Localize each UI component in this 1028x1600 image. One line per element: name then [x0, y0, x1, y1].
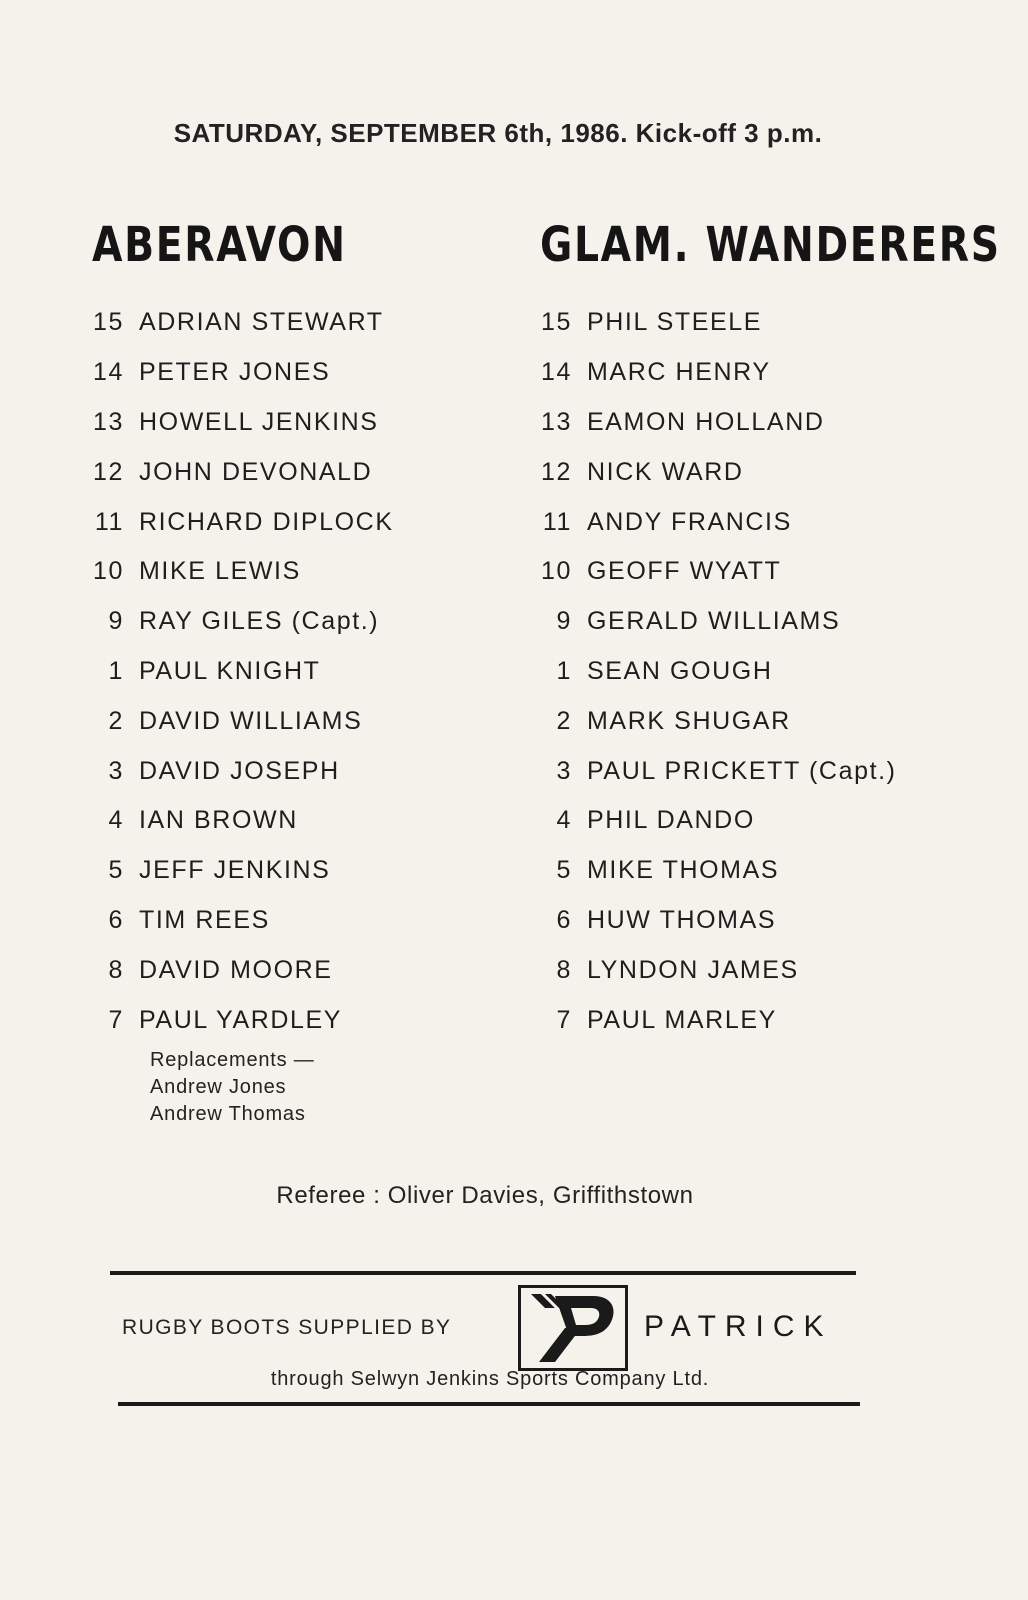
- player-name: RAY GILES (Capt.): [139, 607, 380, 636]
- player-name: JEFF JENKINS: [139, 856, 331, 885]
- player-number: 4: [556, 806, 572, 835]
- sponsor-brand: PATRICK: [644, 1310, 833, 1343]
- player-number: 14: [540, 358, 572, 387]
- home-team-name: ABERAVON: [92, 217, 347, 273]
- player-name: DAVID JOSEPH: [139, 756, 340, 785]
- player-row: [92, 945, 403, 995]
- player-number: 6: [556, 905, 572, 934]
- player-name: RICHARD DIPLOCK: [139, 507, 394, 536]
- player-name: NICK WARD: [587, 457, 744, 486]
- player-row: [540, 298, 1028, 348]
- player-number: 1: [108, 656, 124, 685]
- player-number: 8: [108, 955, 124, 984]
- referee-line: Referee : Oliver Davies, Griffithstown: [276, 1182, 694, 1209]
- player-number: 2: [108, 706, 124, 735]
- player-name: PAUL MARLEY: [587, 1005, 777, 1034]
- player-row: [92, 696, 403, 746]
- player-row: [92, 447, 403, 497]
- player-number: 15: [92, 308, 124, 337]
- player-number: 14: [92, 358, 124, 387]
- player-name: PAUL YARDLEY: [139, 1005, 343, 1034]
- player-name: MIKE LEWIS: [139, 557, 301, 586]
- replacements-heading: Replacements —: [150, 1049, 315, 1071]
- player-name: EAMON HOLLAND: [587, 407, 825, 436]
- player-row: [540, 398, 1028, 448]
- player-name: PAUL PRICKETT (Capt.): [587, 756, 897, 785]
- player-number: 13: [540, 407, 572, 436]
- player-row: [92, 896, 403, 946]
- player-name: DAVID WILLIAMS: [139, 706, 363, 735]
- player-name: HUW THOMAS: [587, 905, 777, 934]
- player-row: [540, 746, 1028, 796]
- player-name: PETER JONES: [139, 358, 331, 387]
- player-row: [92, 796, 403, 846]
- player-name: GEOFF WYATT: [587, 557, 782, 586]
- player-number: 3: [556, 756, 572, 785]
- player-row: [92, 298, 403, 348]
- player-row: [540, 846, 1028, 896]
- player-number: 12: [92, 457, 124, 486]
- player-row: [92, 597, 403, 647]
- player-row: [540, 896, 1028, 946]
- player-name: TIM REES: [139, 905, 270, 934]
- player-row: [92, 497, 403, 547]
- player-number: 10: [540, 557, 572, 586]
- divider-rule-top: [110, 1271, 856, 1275]
- player-number: 7: [556, 1005, 572, 1034]
- player-row: [540, 796, 1028, 846]
- player-name: PHIL DANDO: [587, 806, 755, 835]
- player-name: SEAN GOUGH: [587, 656, 773, 685]
- player-row: [92, 547, 403, 597]
- player-row: [540, 945, 1028, 995]
- player-name: MARC HENRY: [587, 358, 771, 387]
- player-row: [92, 647, 403, 697]
- player-number: 12: [540, 457, 572, 486]
- player-row: [92, 398, 403, 448]
- player-row: [540, 497, 1028, 547]
- player-name: PAUL KNIGHT: [139, 656, 321, 685]
- replacement-player: Andrew Jones: [150, 1076, 287, 1098]
- home-team-column: [92, 214, 403, 1045]
- player-name: JOHN DEVONALD: [139, 457, 373, 486]
- player-number: 2: [556, 706, 572, 735]
- player-name: MARK SHUGAR: [587, 706, 791, 735]
- player-name: GERALD WILLIAMS: [587, 607, 841, 636]
- player-name: MIKE THOMAS: [587, 856, 780, 885]
- away-team-roster: [540, 298, 1028, 1045]
- match-date: SATURDAY, SEPTEMBER 6th, 1986. Kick-off 3 p.m.: [173, 118, 823, 148]
- player-name: PHIL STEELE: [587, 308, 763, 337]
- player-name: ANDY FRANCIS: [587, 507, 792, 536]
- player-name: IAN BROWN: [139, 806, 298, 835]
- player-name: LYNDON JAMES: [587, 955, 799, 984]
- player-name: DAVID MOORE: [139, 955, 333, 984]
- player-row: [540, 995, 1028, 1045]
- player-row: [540, 647, 1028, 697]
- home-replacements: [150, 1047, 315, 1128]
- player-row: [92, 746, 403, 796]
- player-number: 6: [108, 905, 124, 934]
- player-row: [540, 547, 1028, 597]
- player-number: 8: [556, 955, 572, 984]
- player-number: 10: [92, 557, 124, 586]
- player-number: 3: [108, 756, 124, 785]
- player-number: 1: [556, 656, 572, 685]
- away-team-column: [540, 214, 1028, 1045]
- player-name: HOWELL JENKINS: [139, 407, 379, 436]
- player-number: 9: [108, 607, 124, 636]
- player-row: [540, 597, 1028, 647]
- player-row: [540, 348, 1028, 398]
- player-number: 7: [108, 1005, 124, 1034]
- player-row: [92, 995, 403, 1045]
- player-row: [540, 696, 1028, 746]
- player-row: [540, 447, 1028, 497]
- player-number: 5: [108, 856, 124, 885]
- patrick-p-logo-icon: [518, 1285, 628, 1371]
- player-number: 11: [94, 507, 124, 536]
- player-number: 9: [556, 607, 572, 636]
- player-number: 15: [540, 308, 572, 337]
- home-team-roster: [92, 298, 403, 1045]
- player-name: ADRIAN STEWART: [139, 308, 384, 337]
- sponsor-supplied-by: RUGBY BOOTS SUPPLIED BY: [122, 1316, 452, 1339]
- player-row: [92, 348, 403, 398]
- replacement-player: Andrew Thomas: [150, 1103, 306, 1125]
- sponsor-through: through Selwyn Jenkins Sports Company Ltd.: [270, 1368, 710, 1390]
- player-number: 13: [92, 407, 124, 436]
- player-number: 4: [108, 806, 124, 835]
- divider-rule-bottom: [118, 1402, 860, 1406]
- player-row: [92, 846, 403, 896]
- player-number: 5: [556, 856, 572, 885]
- player-number: 11: [542, 507, 572, 536]
- away-team-name: GLAM. WANDERERS: [540, 217, 1001, 273]
